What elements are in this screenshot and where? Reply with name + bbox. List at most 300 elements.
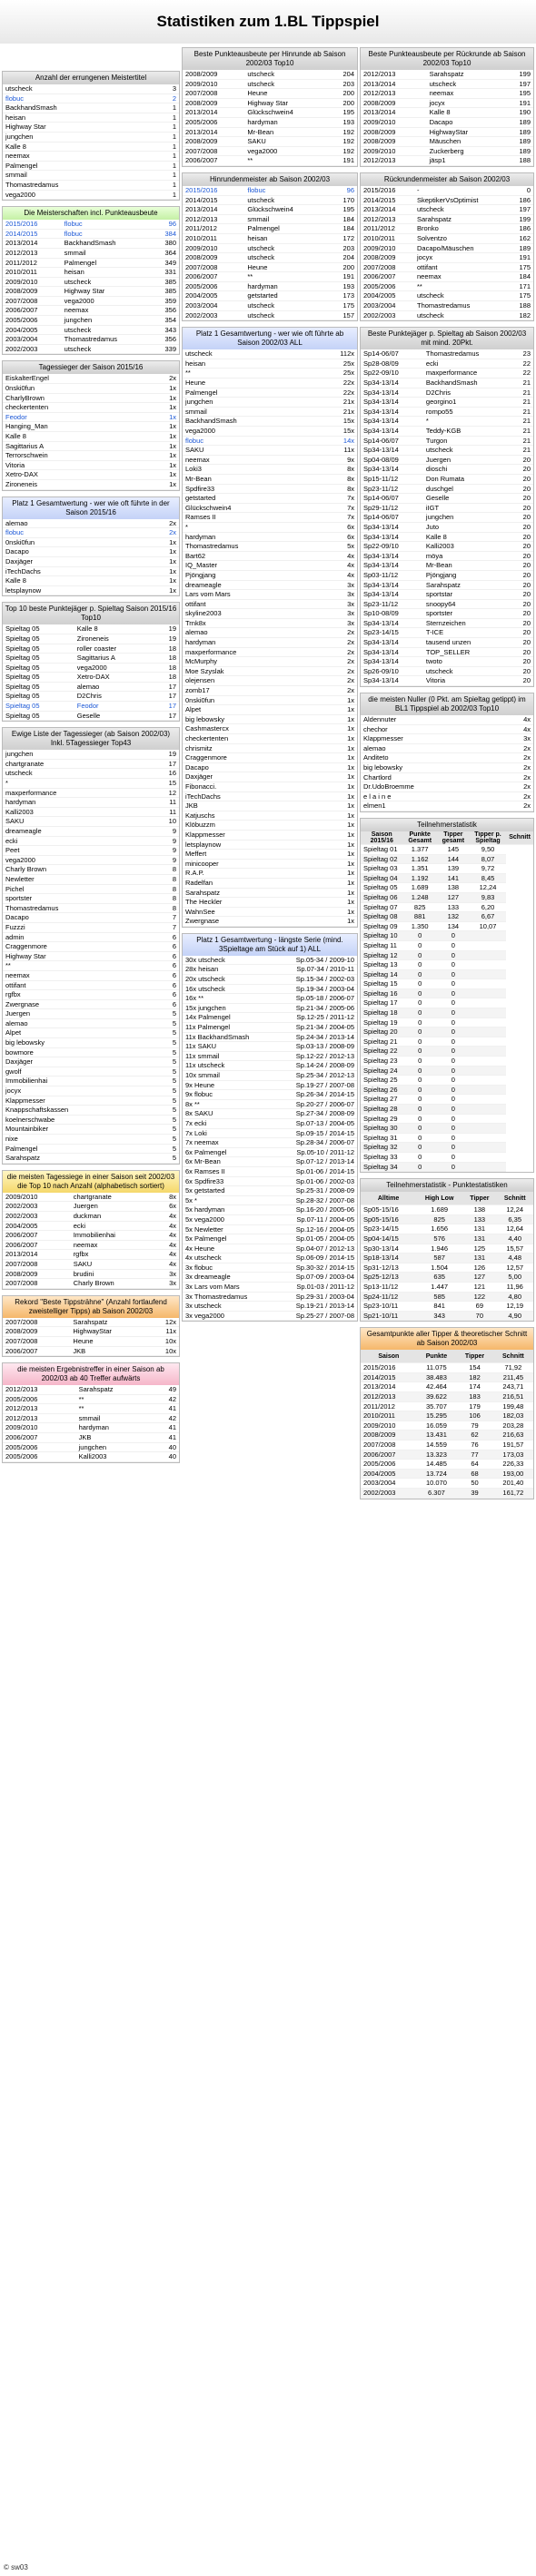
table-cell: ottifant xyxy=(3,980,151,990)
table-cell: 189 xyxy=(504,127,533,137)
table-row xyxy=(183,474,357,484)
table-cell: utscheck xyxy=(427,79,504,89)
table-cell: 13.323 xyxy=(417,1450,457,1460)
stat-table xyxy=(3,220,179,354)
table-cell: Glückschwein4 xyxy=(183,503,313,513)
table-cell: * xyxy=(183,522,313,532)
table-cell: 6x Mr-Bean xyxy=(183,1157,273,1167)
table-cell: Dacapo xyxy=(427,117,504,127)
table-cell: 0 xyxy=(437,979,470,989)
box-header: Die Meisterschaften incl. Punkteausbeute xyxy=(3,207,179,220)
table-cell: 172 xyxy=(329,233,357,243)
table-cell: 0 xyxy=(437,1085,470,1095)
table-row xyxy=(183,859,357,869)
table-cell: 25x xyxy=(313,359,357,369)
table-cell: 2x xyxy=(501,791,533,801)
table-cell: 6 xyxy=(151,961,179,971)
table-cell: Spieltag 05 xyxy=(3,673,74,683)
table-cell: 0 xyxy=(402,969,437,979)
table-cell: Spieltag 05 xyxy=(3,711,74,721)
column-header: Tipper xyxy=(456,1350,493,1363)
table-row xyxy=(361,1027,533,1037)
table-cell: 349 xyxy=(153,258,179,268)
table-cell: 2011/2012 xyxy=(361,224,414,234)
table-cell xyxy=(470,940,506,950)
table-row xyxy=(3,1346,179,1356)
table-row xyxy=(183,801,357,811)
table-cell: 2006/2007 xyxy=(3,306,62,316)
table-cell: 2013/2014 xyxy=(361,205,414,215)
table-cell: Sp04-08/09 xyxy=(361,455,423,465)
table-cell: 201,40 xyxy=(493,1479,533,1489)
table-cell: big lebowsky xyxy=(361,763,501,773)
table-cell: 9 xyxy=(151,855,179,865)
table-cell: smmail xyxy=(244,214,329,224)
table-cell: 39 xyxy=(456,1489,493,1499)
table-cell xyxy=(470,1124,506,1134)
table-cell: Sp14-06/07 xyxy=(361,349,423,359)
table-cell: Alpet xyxy=(183,705,313,715)
table-cell: 2009/2010 xyxy=(3,1423,76,1433)
table-cell: Spieltag 05 xyxy=(361,883,402,893)
table-cell: Mäuschen xyxy=(427,137,504,147)
table-row xyxy=(183,676,357,686)
table-cell: twoto xyxy=(423,657,513,667)
table-row xyxy=(3,1259,179,1269)
table-row xyxy=(183,1080,357,1090)
table-cell: 173,03 xyxy=(493,1450,533,1460)
table-cell: Sp.25-27 / 2007-08 xyxy=(273,1311,357,1321)
table-row xyxy=(361,1234,533,1244)
table-cell: 16.059 xyxy=(417,1421,457,1431)
table-cell: Highway Star xyxy=(3,123,155,133)
table-cell: 189 xyxy=(510,243,533,253)
table-cell: 5 xyxy=(151,1009,179,1019)
table-cell: 2x xyxy=(313,638,357,648)
table-cell: 1x xyxy=(137,556,179,566)
table-row xyxy=(3,644,179,654)
table-cell: hardyman xyxy=(3,798,151,808)
table-cell: 79 xyxy=(456,1421,493,1431)
table-row xyxy=(183,542,357,552)
table-cell: 1x xyxy=(313,821,357,831)
table-cell: 3x xyxy=(313,580,357,590)
table-cell: Sp34-13/14 xyxy=(361,657,423,667)
table-row xyxy=(361,772,533,782)
table-cell: Sp.25-34 / 2012-13 xyxy=(273,1071,357,1081)
table-row xyxy=(361,1008,533,1018)
table-row xyxy=(3,970,179,980)
table-cell: 193 xyxy=(329,117,357,127)
table-row xyxy=(183,686,357,696)
table-cell: Sp.05-10 / 2011-12 xyxy=(273,1147,357,1157)
table-cell: 0 xyxy=(402,940,437,950)
table-row xyxy=(183,1109,357,1119)
table-row xyxy=(183,1311,357,1321)
table-cell: 2002/2003 xyxy=(3,1211,71,1221)
table-row xyxy=(3,576,179,586)
table-row xyxy=(183,503,357,513)
table-row xyxy=(183,1302,357,1312)
table-cell: 2008/2009 xyxy=(3,1269,71,1279)
box-header: Beste Punkteausbeute per Rückrunde ab Saison 2002/03 Top10 xyxy=(361,48,533,70)
table-row xyxy=(361,561,533,571)
table-cell: neemax xyxy=(3,152,155,162)
table-row xyxy=(361,513,533,523)
table-cell: 11.075 xyxy=(417,1363,457,1373)
table-row xyxy=(183,417,357,427)
table-cell: SkeptikerVsOptimist xyxy=(414,195,510,205)
table-cell: 2007/2008 xyxy=(3,1336,70,1346)
table-cell: 385 xyxy=(153,277,179,287)
stat-table xyxy=(183,349,357,927)
table-cell: 191 xyxy=(329,272,357,282)
column-header: Tipper xyxy=(462,1192,496,1205)
table-row xyxy=(3,807,179,817)
table-cell: smmail xyxy=(62,248,153,258)
table-cell: 42.464 xyxy=(417,1382,457,1392)
table-cell: 2003/2004 xyxy=(361,301,414,311)
table-row xyxy=(361,503,533,513)
table-cell: 0 xyxy=(437,1018,470,1027)
table-cell: 134 xyxy=(437,921,470,931)
table-cell: 2013/2014 xyxy=(183,205,244,215)
table-cell: 2005/2006 xyxy=(3,1452,76,1462)
table-cell: Sp.12-16 / 2004-05 xyxy=(273,1224,357,1234)
table-row xyxy=(3,1423,179,1433)
stat-table xyxy=(361,349,533,686)
stat-box xyxy=(2,71,180,201)
table-row xyxy=(183,878,357,888)
table-cell: bowmore xyxy=(3,1047,151,1057)
table-cell: alemao xyxy=(3,1018,151,1028)
table-cell: Spieltag 22 xyxy=(361,1047,402,1057)
table-cell: 127 xyxy=(437,892,470,902)
table-row xyxy=(3,335,179,345)
table-row xyxy=(183,1195,357,1205)
table-cell: Spieltag 03 xyxy=(361,864,402,874)
table-cell: 3 xyxy=(155,84,179,93)
table-cell: Geselle xyxy=(423,494,513,504)
table-cell: 20 xyxy=(513,465,533,475)
table-cell: 2015/2016 xyxy=(361,186,414,195)
table-cell: TOP_SELLER xyxy=(423,647,513,657)
table-row xyxy=(3,692,179,702)
table-cell: 5 xyxy=(151,1086,179,1096)
table-cell: 2010/2011 xyxy=(361,233,414,243)
table-cell: D2Chris xyxy=(74,692,155,702)
table-cell: Heune xyxy=(244,89,329,99)
table-row xyxy=(3,1385,179,1394)
table-row xyxy=(183,830,357,840)
table-cell: Lars vom Mars xyxy=(183,590,313,600)
table-row xyxy=(3,1394,179,1404)
table-cell: 20 xyxy=(513,647,533,657)
table-cell: SAKU xyxy=(183,446,313,456)
table-cell: 10,07 xyxy=(470,921,506,931)
table-cell: 182 xyxy=(456,1372,493,1382)
table-cell: 2012/2013 xyxy=(361,1392,417,1402)
table-cell: Mr-Bean xyxy=(183,474,313,484)
table-row xyxy=(3,441,179,451)
table-cell: Moe Szyslak xyxy=(183,666,313,676)
table-cell: 4x xyxy=(156,1211,179,1221)
table-cell xyxy=(470,1114,506,1124)
table-cell: Kalle 8 xyxy=(74,624,155,634)
table-cell: Spieltag 27 xyxy=(361,1095,402,1105)
table-cell: Spieltag 05 xyxy=(3,663,74,673)
table-row xyxy=(361,1460,533,1470)
table-cell: 331 xyxy=(153,268,179,278)
table-row xyxy=(183,1042,357,1052)
table-row xyxy=(361,782,533,792)
table-row xyxy=(3,865,179,875)
table-cell: 8x SAKU xyxy=(183,1109,273,1119)
table-cell: 200 xyxy=(329,89,357,99)
table-row xyxy=(3,961,179,971)
table-cell: letsplaynow xyxy=(183,840,313,850)
table-row xyxy=(3,932,179,942)
table-cell: 380 xyxy=(153,239,179,249)
table-row xyxy=(183,1263,357,1273)
table-cell: 190 xyxy=(504,108,533,118)
table-cell: roller coaster xyxy=(74,644,155,654)
table-row xyxy=(3,84,179,93)
table-cell: 195 xyxy=(504,89,533,99)
stat-box xyxy=(360,1327,534,1499)
table-cell: ** xyxy=(76,1404,154,1414)
table-cell: flobuc xyxy=(183,436,313,446)
table-cell: 2x xyxy=(501,753,533,763)
table-row xyxy=(3,1211,179,1221)
table-cell: SAKU xyxy=(244,137,329,147)
table-row xyxy=(3,1250,179,1260)
table-cell: Kalli2003 xyxy=(3,807,151,817)
table-cell: checkertenten xyxy=(183,734,313,744)
table-cell: 20 xyxy=(513,503,533,513)
table-cell: Sp29-11/12 xyxy=(361,503,423,513)
table-cell: 141 xyxy=(437,873,470,883)
table-row xyxy=(183,1224,357,1234)
table-cell: Sp.06-09 / 2014-15 xyxy=(273,1254,357,1263)
table-row xyxy=(3,1231,179,1241)
table-cell: Spieltag 05 xyxy=(3,644,74,654)
table-cell: jungchen xyxy=(62,316,153,326)
table-cell: 20 xyxy=(513,494,533,504)
table-row xyxy=(361,1363,533,1373)
table-row xyxy=(361,1254,533,1263)
table-header-row xyxy=(361,1350,533,1363)
table-cell: 2014/2015 xyxy=(3,229,62,239)
table-row xyxy=(361,137,533,147)
table-cell: Sarahspatz xyxy=(423,580,513,590)
table-cell: 0nski0fun xyxy=(183,695,313,705)
table-cell: Xetro-DAX xyxy=(3,470,143,480)
table-row xyxy=(183,975,357,985)
table-cell: 8x xyxy=(313,465,357,475)
table-cell: 243,71 xyxy=(493,1382,533,1392)
table-cell xyxy=(470,1133,506,1143)
table-cell: 179 xyxy=(456,1401,493,1411)
table-cell: 11x smmail xyxy=(183,1051,273,1061)
stat-box xyxy=(182,933,358,1322)
table-cell: 0 xyxy=(402,1152,437,1162)
table-cell: 25x xyxy=(313,369,357,379)
table-cell: 0 xyxy=(510,186,533,195)
table-row xyxy=(3,1154,179,1164)
table-cell: utscheck xyxy=(244,79,329,89)
table-cell: 1.351 xyxy=(402,864,437,874)
table-cell: 2002/2003 xyxy=(3,1202,71,1212)
table-cell: 17 xyxy=(155,692,179,702)
table-row xyxy=(3,412,179,422)
table-cell: Spieltag 33 xyxy=(361,1152,402,1162)
table-cell: 1x xyxy=(143,451,179,461)
table-row xyxy=(183,359,357,369)
table-cell: Immobilienhai xyxy=(3,1077,151,1086)
table-cell: 5x xyxy=(313,542,357,552)
table-row xyxy=(361,108,533,118)
table-cell: Heune xyxy=(70,1336,149,1346)
table-cell: 175 xyxy=(329,301,357,311)
table-cell: 2008/2009 xyxy=(3,1327,70,1337)
table-cell: 2005/2006 xyxy=(3,316,62,326)
table-cell: 0nski0fun xyxy=(3,537,137,547)
table-cell: 1 xyxy=(155,190,179,200)
table-cell: BackhandSmash xyxy=(183,417,313,427)
table-cell: 0 xyxy=(437,931,470,941)
table-cell: 4x xyxy=(501,724,533,734)
table-row xyxy=(361,763,533,773)
table-cell: 2005/2006 xyxy=(3,1394,76,1404)
table-cell: 17 xyxy=(155,711,179,721)
table-row xyxy=(3,585,179,595)
table-cell: 354 xyxy=(153,316,179,326)
table-cell: 5 xyxy=(151,1067,179,1077)
table-cell: Spieltag 02 xyxy=(361,854,402,864)
table-cell: 2x xyxy=(501,801,533,811)
table-cell: 2007/2008 xyxy=(183,146,244,156)
table-cell: 10 xyxy=(151,817,179,827)
table-cell: Solventzo xyxy=(414,233,510,243)
table-row xyxy=(183,1254,357,1263)
table-cell: EiskalterEngel xyxy=(3,374,143,383)
table-cell: 2006/2007 xyxy=(183,272,244,282)
table-cell: alemao xyxy=(74,682,155,692)
table-row xyxy=(3,229,179,239)
table-row xyxy=(183,214,357,224)
table-cell: Sp.29-31 / 2003-04 xyxy=(273,1292,357,1302)
table-cell: 35.707 xyxy=(417,1401,457,1411)
table-cell: 0nski0fun xyxy=(3,384,143,394)
box-header: Ewige Liste der Tagessieger (ab Saison 2002/03) Inkl. 5Tagessieger Top43 xyxy=(3,728,179,750)
table-row xyxy=(361,1124,533,1134)
table-cell: 171 xyxy=(510,281,533,291)
table-row xyxy=(361,1095,533,1105)
table-cell: 2010/2011 xyxy=(361,1411,417,1421)
table-cell: 2012/2013 xyxy=(361,89,427,99)
table-cell xyxy=(470,1095,506,1105)
table-cell: 195 xyxy=(329,205,357,215)
table-row xyxy=(3,798,179,808)
table-cell: 7x xyxy=(313,503,357,513)
table-cell: 131 xyxy=(462,1234,496,1244)
table-cell: 0 xyxy=(402,1162,437,1172)
table-cell: 11x SAKU xyxy=(183,1042,273,1052)
table-cell: 21 xyxy=(513,417,533,427)
table-cell: Sagittarius A xyxy=(3,441,143,451)
table-cell: Zironeneis xyxy=(3,479,143,489)
table-cell: 1 xyxy=(155,161,179,171)
table-cell: 8x xyxy=(313,474,357,484)
table-cell: 0 xyxy=(402,988,437,998)
table-row xyxy=(361,1282,533,1292)
table-cell: Klöbuzzm xyxy=(183,821,313,831)
table-row xyxy=(183,791,357,801)
table-cell: 6x Spdfire33 xyxy=(183,1176,273,1186)
table-cell xyxy=(470,1076,506,1086)
table-row xyxy=(183,1292,357,1302)
stat-table xyxy=(361,715,533,811)
table-cell: SAKU xyxy=(71,1259,156,1269)
table-row xyxy=(361,715,533,724)
table-cell: 2x xyxy=(501,743,533,753)
table-cell: 4x xyxy=(501,715,533,724)
table-cell: 2014/2015 xyxy=(183,195,244,205)
table-row xyxy=(183,1234,357,1244)
table-cell: 39.622 xyxy=(417,1392,457,1402)
table-cell: 1x xyxy=(313,724,357,734)
table-cell: 2010/2011 xyxy=(183,233,244,243)
table-cell: Daxjäger xyxy=(3,1057,151,1067)
table-cell: 2x xyxy=(313,666,357,676)
table-cell: hardyman xyxy=(183,532,313,542)
column-header: Saison xyxy=(361,1350,417,1363)
table-cell: 2011/2012 xyxy=(361,1401,417,1411)
table-row xyxy=(361,1311,533,1321)
table-cell: 1.248 xyxy=(402,892,437,902)
table-row xyxy=(361,599,533,609)
table-row xyxy=(183,349,357,359)
table-cell: D2Chris xyxy=(423,388,513,398)
table-cell: 0 xyxy=(402,1027,437,1037)
table-row xyxy=(361,388,533,398)
table-cell: 7x xyxy=(313,494,357,504)
table-cell: Heune xyxy=(183,379,313,388)
table-cell: 3x xyxy=(156,1279,179,1289)
table-row xyxy=(183,233,357,243)
table-cell: 0 xyxy=(437,998,470,1008)
table-cell: Spieltag 34 xyxy=(361,1162,402,1172)
table-cell: hardyman xyxy=(76,1423,154,1433)
table-cell: 6 xyxy=(151,970,179,980)
table-cell: Geselle xyxy=(74,711,155,721)
table-cell: 11,96 xyxy=(496,1282,533,1292)
table-cell: 5 xyxy=(151,1038,179,1048)
table-cell: 0 xyxy=(402,1008,437,1018)
table-cell: Sp.14-24 / 2008-09 xyxy=(273,1061,357,1071)
table-row xyxy=(361,950,533,960)
table-row xyxy=(183,89,357,99)
table-cell: 2002/2003 xyxy=(361,1489,417,1499)
table-cell: 4,48 xyxy=(496,1254,533,1263)
table-cell: 0 xyxy=(437,1095,470,1105)
stat-table xyxy=(3,519,179,596)
table-row xyxy=(361,214,533,224)
table-cell: Spieltag 30 xyxy=(361,1124,402,1134)
table-cell xyxy=(470,979,506,989)
table-row xyxy=(361,618,533,628)
